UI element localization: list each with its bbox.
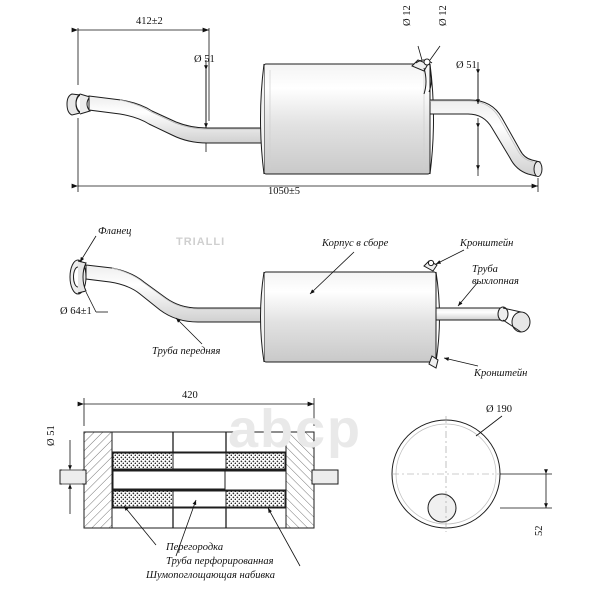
callout-body-assy: Корпус в сборе <box>322 238 389 249</box>
mid-flange <box>70 260 86 294</box>
dim-len-front: 412±2 <box>136 16 163 27</box>
dim-dia-flange: Ø 64±1 <box>60 306 92 317</box>
callout-perforated-pipe: Труба перфорированная <box>166 556 274 567</box>
top-flange <box>67 94 90 115</box>
callout-flange: Фланец <box>98 226 132 237</box>
dim-dia-pipe-2: Ø 51 <box>456 60 477 71</box>
callout-baffle: Перегородка <box>166 542 224 553</box>
callout-bracket-bottom: Кронштейн <box>474 368 528 379</box>
dim-dia-bracket-hole: Ø 12 <box>402 5 413 26</box>
callout-front-pipe: Труба передняя <box>152 346 221 357</box>
middle-view <box>70 260 530 368</box>
callout-bracket-top: Кронштейн <box>460 238 514 249</box>
dim-len-body: 420 <box>182 390 198 401</box>
callout-sound-absorbing: Шумопоглощающая набивка <box>146 570 275 581</box>
top-view <box>67 59 542 177</box>
callout-outlet-pipe: Труба выхлопная <box>472 264 519 287</box>
dim-len-total: 1050±5 <box>268 186 301 197</box>
watermark-text: аbср <box>228 399 363 459</box>
cross-section-view <box>392 416 500 532</box>
dim-offset-52: 52 <box>534 525 545 536</box>
dim-dia-inlet: Ø 51 <box>46 425 57 446</box>
dim-dia-bracket-rod: Ø 12 <box>438 5 449 26</box>
brand-logo: TRIALLI <box>176 236 226 248</box>
dim-dia-shell: Ø 190 <box>486 404 512 415</box>
mid-bracket-top <box>424 260 437 271</box>
dim-dia-pipe-1: Ø 51 <box>194 54 215 65</box>
